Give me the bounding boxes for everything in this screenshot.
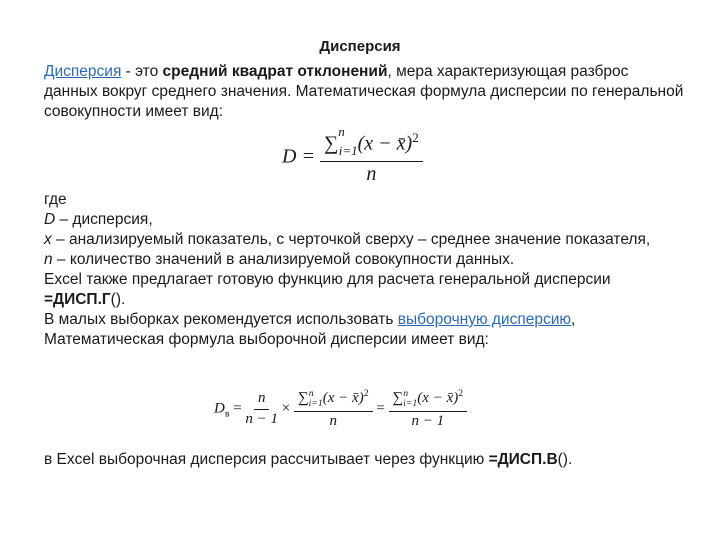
frac2-term: (x − x̄) (322, 390, 364, 406)
frac1-den: n − 1 (245, 411, 279, 427)
sum2-lower: i=1 (308, 398, 323, 409)
d-text: – дисперсия, (55, 211, 153, 228)
definitions (44, 190, 684, 350)
x-text: – анализируемый показатель, с черточкой сверху – среднее значение показателя, (51, 231, 651, 248)
sum-symbol: ∑ (323, 132, 339, 155)
excel2-func: =ДИСП.В (488, 451, 558, 468)
n-symbol: n (44, 251, 53, 268)
frac2-pow: 2 (363, 388, 369, 399)
excel-sample (44, 450, 684, 470)
excel1-func: =ДИСП.Г (44, 291, 111, 308)
small-samples (44, 310, 684, 330)
n-text: – количество значений в анализируемой совокупности данных. (52, 251, 515, 268)
deviation-term: (x − x̄) (357, 132, 413, 155)
sum2-upper: n (308, 388, 314, 399)
frac3-num (389, 388, 468, 412)
sum2: ∑ (298, 390, 309, 406)
formula1-fraction (320, 124, 423, 186)
formula2-d: D (214, 400, 225, 417)
intro-rest: , мера характеризующая разброс данных вокруг среднего значения. Математическая формула дисперсии по генеральной совокупности имеет вид: (44, 63, 684, 120)
where-label: где (44, 191, 67, 208)
excel1-text: Excel также предлагает готовую функцию для расчета генеральной дисперсии (44, 271, 611, 288)
formula-population-variance (282, 124, 423, 186)
def-d (44, 210, 684, 230)
formula-sample-variance (214, 388, 467, 430)
times-sign: × (281, 400, 291, 417)
excel-population (44, 270, 684, 310)
intro-paragraph (44, 62, 684, 122)
formula2-frac2 (294, 388, 373, 430)
sample-formula-intro: Математическая формула выборочной дисперсии имеет вид: (44, 331, 489, 348)
sum3-lower: i=1 (403, 398, 418, 409)
small-tail: , (571, 311, 576, 328)
sum-upper: n (338, 124, 345, 139)
def-x (44, 230, 684, 250)
formula2-frac3 (389, 388, 468, 430)
formula1-lhs: D = (282, 145, 315, 168)
sample-variance-link[interactable]: выборочную дисперсию (397, 311, 572, 328)
formula2-eq2: = (376, 400, 385, 417)
intro-bold: средний квадрат отклонений (162, 63, 388, 80)
frac2-num (294, 388, 373, 412)
intro-sep: - это (121, 63, 163, 80)
formula1-numerator (320, 124, 423, 162)
frac3-den: n − 1 (411, 413, 445, 429)
d-symbol: D (44, 211, 56, 228)
excel2-tail: (). (557, 451, 573, 468)
power: 2 (412, 130, 419, 145)
formula2-frac1 (245, 390, 278, 428)
excel2-text: в Excel выборочная дисперсия рассчитывает через функцию (44, 451, 489, 468)
small-text: В малых выборках рекомендуется использовать (44, 311, 398, 328)
x-symbol: x (44, 231, 52, 248)
frac3-pow: 2 (458, 388, 464, 399)
page-title: Дисперсия (319, 38, 401, 55)
sum3-upper: n (403, 388, 409, 399)
frac2-den: n (329, 413, 338, 429)
frac3-term: (x − x̄) (417, 390, 459, 406)
dispersion-link[interactable]: Дисперсия (44, 63, 122, 80)
excel1-tail: (). (110, 291, 126, 308)
formula1-denominator: n (366, 162, 377, 185)
formula2-eq: = (233, 400, 242, 417)
sum-lower: i=1 (338, 142, 358, 158)
def-n (44, 250, 684, 270)
frac1-num: n (254, 390, 270, 410)
formula2-sub: в (224, 408, 230, 420)
sum3: ∑ (392, 390, 404, 406)
